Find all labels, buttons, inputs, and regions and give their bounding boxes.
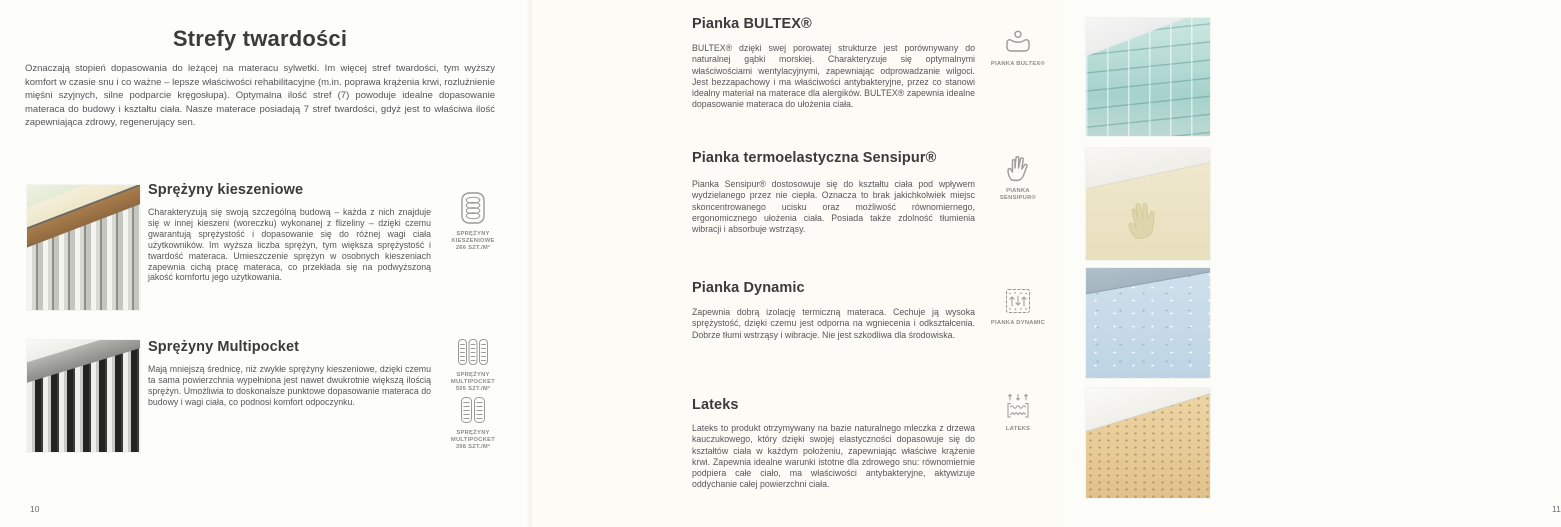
badge-value: 505 SZT./M²	[455, 386, 491, 392]
badge-label: SPRĘŻYNY KIESZENIOWE	[451, 231, 495, 244]
multipocket-springs-photo	[27, 340, 140, 452]
foam-pillow-icon	[1004, 30, 1032, 55]
page-title: Strefy twardości	[172, 26, 348, 51]
spec-badge-multipocket-505	[438, 338, 508, 393]
badge-value: 266 SZT./M²	[455, 245, 491, 251]
pocket-springs-photo	[27, 185, 140, 310]
section-body-lateks: Lateks to produkt otrzymywany na bazie naturalnego mleczka z drzewa kauczukowego, który dzięki swojej elastyczności dopasowuje się do kształtów ciała w każdym położeniu, zapewniając właściwe krążenie krwi. Zapewnia idealne warunki istotne dla zdrowego snu: równomiernie podpiera całe ciało, ma właściwości antybakteryjne, aktywizuje oddychanie całej powierzchni ciała.	[692, 423, 975, 490]
badge-label: SPRĘŻYNY MULTIPOCKET	[450, 372, 496, 385]
section-heading-sensipur: Pianka termoelastyczna Sensipur®	[692, 150, 937, 166]
section-heading-multipocket: Sprężyny Multipocket	[148, 339, 300, 355]
section-heading-lateks: Lateks	[692, 397, 739, 413]
spec-badge-kieszeniowe	[438, 191, 508, 252]
spec-badge-bultex	[988, 30, 1048, 68]
section-body-sensipur: Pianka Sensipur® dostosowuje się do kształtu ciała pod wpływem wydzielanego przez nie ciepła. Oznacza to brak jakichkolwiek miejsc skoncentrowanego ucisku oraz możliwość równomiernego, ergonomicznego ułożenia ciała. Posiada także zdolność tłumienia wibracji i absorbuje wstrząsy.	[692, 179, 975, 235]
badge-label: PIANKA DYNAMIC	[990, 320, 1046, 326]
badge-label: PIANKA SENSIPUR®	[999, 188, 1037, 201]
section-body-bultex: BULTEX® dzięki swej porowatej strukturze jest porównywany do naturalnej gąbki morskiej. Charakteryzuje się optymalnymi właściwościami wentylacyjnymi, zapewniając odprowadzanie wilgoci. Jest bezzapachowy i ma właściwości antybakteryjne, przez co stanowi idealny materiał na materace dla alergików. BULTEX® zapewnia idealne dopasowanie materaca do ułożenia ciała.	[692, 43, 975, 110]
page-left	[0, 0, 530, 527]
spec-badge-dynamic	[988, 288, 1048, 327]
page-gutter-divider	[527, 0, 533, 527]
sensipur-foam-photo	[1086, 148, 1210, 260]
section-body-kieszeniowe: Charakteryzują się swoją szczególną budową – każda z nich znajduje się w innej kieszeni (woreczku) wykonanej z flizeliny – dzięki czemu gwarantują sprężystość i dopasowanie się do różnej wagi ciała użytkowników. Im wyższa liczba sprężyn, tym większa sprężystość i twardość materaca. Umieszczenie sprężyn w osobnych kieszeniach zapewnia cichą pracę materaca, co przekłada się na podwyższoną jakość komfortu jego użytkowania.	[148, 207, 431, 283]
page-number-left: 10	[30, 504, 40, 514]
springs-triple-icon	[457, 338, 489, 366]
spec-badge-lateks	[988, 392, 1048, 433]
airflow-box-icon	[1005, 288, 1031, 314]
latex-waves-icon	[1005, 392, 1031, 420]
section-heading-dynamic: Pianka Dynamic	[692, 280, 805, 296]
intro-paragraph: Oznaczają stopień dopasowania do leżącej na materacu sylwetki. Im więcej stref twardości, tym wyższy komfort w czasie snu i co ważne – lepsze właściwości rehabilitacyjne (m.in. poprawa krążenia krwi, rozluźnienie mięśni szyjnych, silne podparcie kręgosłupa). Optymalna ilość stref (7) powoduje idealne dopasowanie materaca do budowy i kształtu ciała. Nasze materace posiadają 7 stref twardości, gdyż jest to właściwa ilość zapewniająca zdrowy, regenerujący sen.	[25, 63, 495, 128]
page-number-right: 11	[1552, 504, 1561, 514]
spec-badge-sensipur	[988, 152, 1048, 202]
spring-coil-icon	[460, 191, 486, 225]
springs-double-icon	[460, 396, 486, 424]
page-right	[530, 0, 1561, 527]
spec-badge-multipocket-398	[438, 396, 508, 451]
section-heading-bultex: Pianka BULTEX®	[692, 16, 812, 32]
badge-label: PIANKA BULTEX®	[990, 61, 1046, 67]
badge-value: 398 SZT./M²	[455, 444, 491, 450]
badge-label: SPRĘŻYNY MULTIPOCKET	[450, 430, 496, 443]
latex-foam-photo	[1086, 388, 1210, 498]
hand-imprint-graphic	[1115, 191, 1168, 244]
bultex-foam-photo	[1086, 18, 1210, 136]
handprint-icon	[1005, 152, 1031, 182]
section-body-multipocket: Mają mniejszą średnicę, niż zwykłe sprężyny kieszeniowe, dzięki czemu ta sama powierzchnia wypełniona jest nawet dwukrotnie większą ilością sprężyn. Umożliwia to doskonalsze punktowe dopasowanie materaca do budowy i wagi ciała, co podnosi komfort odpoczynku.	[148, 364, 431, 407]
dynamic-foam-photo	[1086, 268, 1210, 378]
section-body-dynamic: Zapewnia dobrą izolację termiczną materaca. Cechuje ją wysoka sprężystość, dzięki czemu jest odporna na wgniecenia i odkształcenia. Dobrze tłumi wstrząsy i wibracje. Nie jest szkodliwa dla środowiska.	[692, 307, 975, 340]
badge-label: LATEKS	[1005, 426, 1031, 432]
section-heading-kieszeniowe: Sprężyny kieszeniowe	[148, 182, 304, 198]
